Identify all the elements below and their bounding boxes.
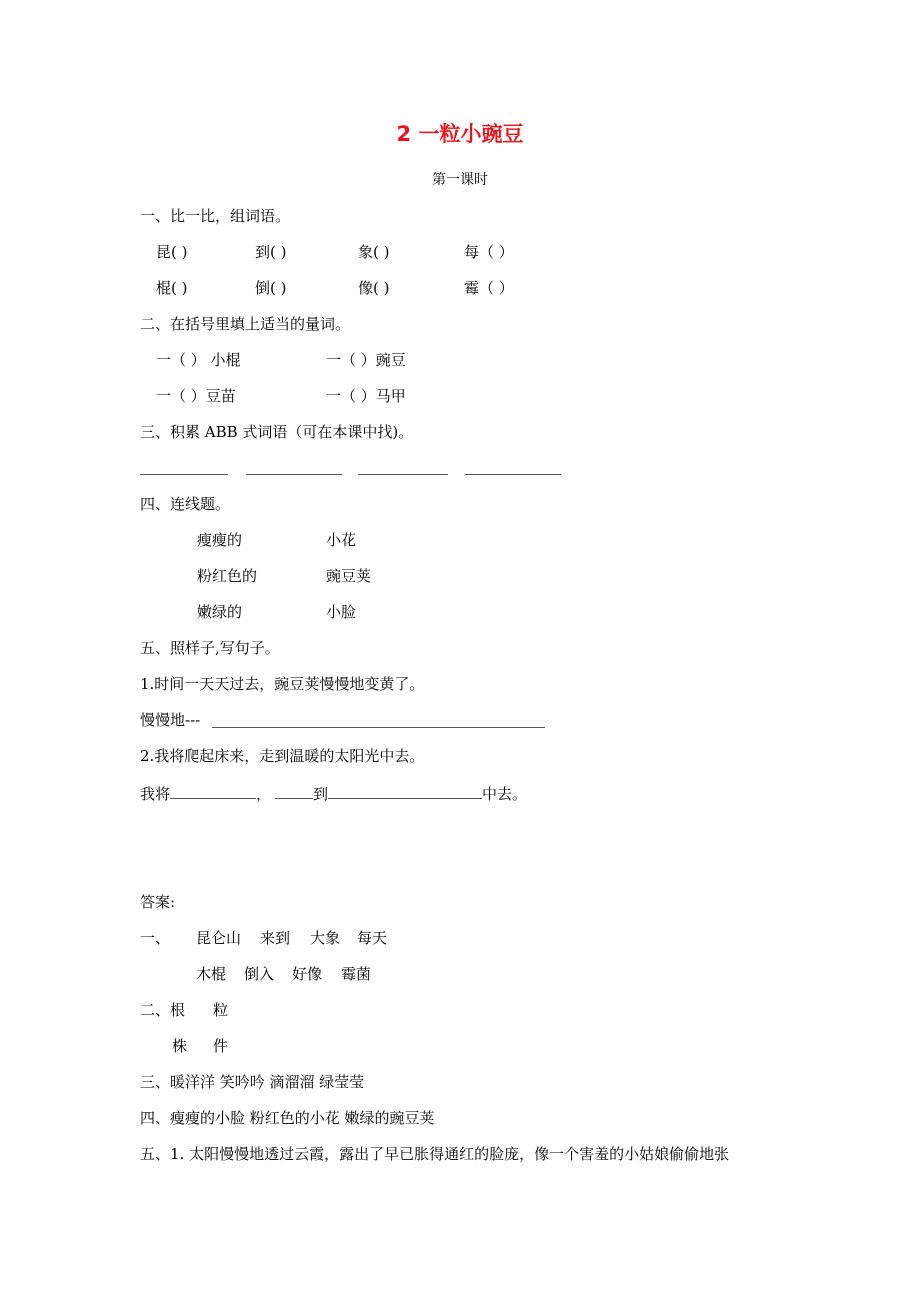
answer1-word-5: 木棍 — [196, 965, 227, 983]
sentence-part-c: 到 — [313, 785, 329, 803]
sentence-blank-2b[interactable] — [275, 784, 313, 799]
sentence-prompt-1: 慢慢地--- — [140, 711, 201, 729]
sentence-blank-1[interactable] — [212, 727, 545, 728]
word-pair-4b: 霉（ ） — [464, 279, 514, 297]
sentence-part-b: ， — [256, 785, 272, 803]
answer2-word-3: 株 — [172, 1037, 188, 1055]
page-title: 2 一粒小豌豆 — [396, 122, 524, 146]
match-right-1[interactable]: 小花 — [326, 531, 357, 549]
measure-word-1: 一（ ） 小棍 — [156, 351, 241, 369]
section4-heading: 四、连线题。 — [140, 495, 231, 513]
sentence-blank-2c[interactable] — [328, 784, 482, 799]
word-pair-4a: 每（ ） — [464, 243, 514, 261]
answer1-word-7: 好像 — [292, 965, 323, 983]
section5-heading: 五、照样子,写句子。 — [140, 639, 280, 657]
lesson-subtitle: 第一课时 — [432, 172, 488, 188]
answer2-label: 二、根 — [140, 1001, 186, 1019]
answer1-word-1: 昆仑山 — [196, 929, 242, 947]
answer1-word-8: 霉菌 — [341, 965, 372, 983]
answer4: 四、瘦瘦的小脸 粉红色的小花 嫩绿的豌豆荚 — [140, 1109, 435, 1127]
word-pair-2a: 到( ) — [255, 243, 287, 261]
abb-blank-2[interactable] — [246, 474, 342, 475]
answer1-word-3: 大象 — [310, 929, 341, 947]
answer5: 五、1. 太阳慢慢地透过云霞，露出了早已胀得通红的脸庞，像一个害羞的小姑娘偷偷地张 — [140, 1145, 730, 1163]
word-pair-3b: 像( ) — [358, 279, 390, 297]
answer2-word-2: 粒 — [213, 1001, 229, 1019]
sentence-example-1: 1.时间一天天过去，豌豆荚慢慢地变黄了。 — [140, 675, 425, 693]
sentence-part-a: 我将 — [140, 785, 171, 803]
answers-heading: 答案: — [140, 893, 176, 911]
match-left-2[interactable]: 粉红色的 — [197, 567, 258, 585]
abb-blank-4[interactable] — [465, 474, 561, 475]
sentence-prompt-2 — [140, 784, 527, 804]
match-left-3[interactable]: 嫩绿的 — [197, 603, 243, 621]
measure-word-3: 一（ ）豆苗 — [156, 387, 236, 405]
answer1-label: 一、 — [140, 929, 171, 947]
answer1-word-2: 来到 — [260, 929, 291, 947]
abb-blank-3[interactable] — [358, 474, 448, 475]
answer2-word-4: 件 — [213, 1037, 229, 1055]
word-pair-2b: 倒( ) — [255, 279, 287, 297]
word-pair-1a: 昆( ) — [156, 243, 188, 261]
section1-heading: 一、比一比，组词语。 — [140, 207, 291, 225]
sentence-part-d: 中去。 — [482, 785, 528, 803]
section3-heading: 三、积累 ABB 式词语（可在本课中找)。 — [140, 423, 414, 441]
measure-word-2: 一（ ）豌豆 — [326, 351, 406, 369]
sentence-blank-2a[interactable] — [170, 784, 256, 799]
abb-blank-1[interactable] — [140, 474, 228, 475]
match-right-3[interactable]: 小脸 — [326, 603, 357, 621]
measure-word-4: 一（ ）马甲 — [326, 387, 406, 405]
word-pair-3a: 象( ) — [358, 243, 390, 261]
section2-heading: 二、在括号里填上适当的量词。 — [140, 315, 351, 333]
match-right-2[interactable]: 豌豆荚 — [326, 567, 372, 585]
match-left-1[interactable]: 瘦瘦的 — [197, 531, 243, 549]
answer1-word-4: 每天 — [357, 929, 388, 947]
word-pair-1b: 棍( ) — [156, 279, 188, 297]
sentence-example-2: 2.我将爬起床来，走到温暖的太阳光中去。 — [140, 747, 425, 765]
answer1-word-6: 倒入 — [244, 965, 275, 983]
answer3: 三、暖洋洋 笑吟吟 滴溜溜 绿莹莹 — [140, 1073, 365, 1091]
